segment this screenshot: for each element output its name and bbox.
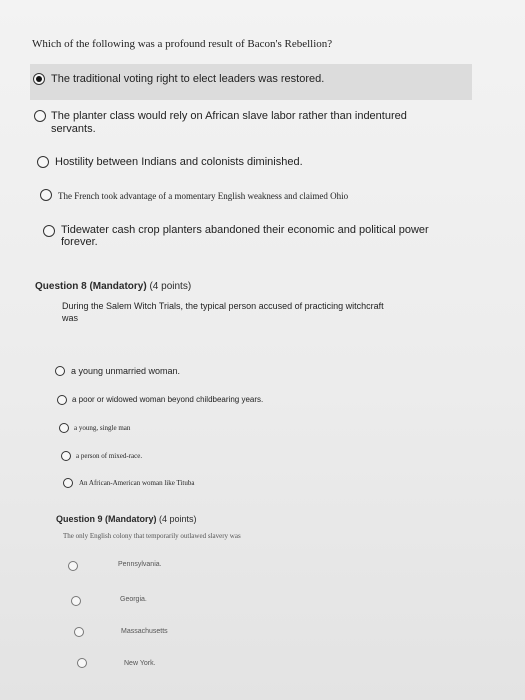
question-9-heading (56, 514, 197, 524)
question-7-prompt: Which of the following was a profound result of Bacon's Rebellion? (32, 38, 333, 50)
radio-icon[interactable] (34, 110, 46, 122)
question-9-points: (4 points) (159, 514, 197, 524)
question-8-prompt-line2: was (62, 313, 79, 323)
radio-icon[interactable] (55, 366, 65, 376)
question-8-prompt-line1: During the Salem Witch Trials, the typical person accused of practicing witchcraft (62, 301, 384, 311)
q7-option-2-label-line2: servants. (51, 123, 96, 135)
radio-icon[interactable] (37, 156, 49, 168)
question-9-title: Question 9 (Mandatory) (56, 514, 157, 524)
radio-icon[interactable] (57, 395, 67, 405)
radio-icon[interactable] (68, 561, 78, 571)
radio-icon[interactable] (43, 225, 55, 237)
q7-option-1-label: The traditional voting right to elect leaders was restored. (51, 73, 325, 85)
q7-option-4-label: The French took advantage of a momentary English weakness and claimed Ohio (58, 191, 349, 201)
question-8-heading (35, 281, 191, 292)
radio-icon[interactable] (61, 451, 71, 461)
radio-icon[interactable] (74, 627, 84, 637)
question-8-points: (4 points) (149, 281, 192, 292)
q8-option-2-label: a poor or widowed woman beyond childbearing years. (72, 395, 264, 404)
radio-icon[interactable] (63, 478, 73, 488)
q8-option-3-label: a young, single man (74, 424, 131, 432)
q7-option-5-label-line1: Tidewater cash crop planters abandoned their economic and political power (61, 224, 429, 236)
q7-option-2-label-line1: The planter class would rely on African slave labor rather than indentured (51, 110, 407, 122)
radio-selected-icon[interactable] (33, 73, 45, 85)
q8-option-5-label: An African-American woman like Tituba (79, 479, 195, 487)
q8-option-4-label: a person of mixed-race. (76, 452, 143, 460)
question-9-prompt: The only English colony that temporarily outlawed slavery was (63, 532, 241, 540)
radio-icon[interactable] (59, 423, 69, 433)
question-8-title: Question 8 (Mandatory) (35, 281, 147, 292)
q9-option-1-label: Pennsylvania. (118, 561, 162, 568)
q7-option-5-label-line2: forever. (61, 236, 98, 248)
q8-option-1-label: a young unmarried woman. (71, 366, 181, 376)
q9-option-2-label: Georgia. (120, 596, 147, 603)
radio-icon[interactable] (77, 658, 87, 668)
q9-option-3-label: Massachusetts (121, 628, 168, 635)
q9-option-4-label: New York. (124, 660, 156, 667)
radio-icon[interactable] (71, 596, 81, 606)
q7-option-3-label: Hostility between Indians and colonists diminished. (55, 156, 303, 168)
radio-icon[interactable] (40, 189, 52, 201)
